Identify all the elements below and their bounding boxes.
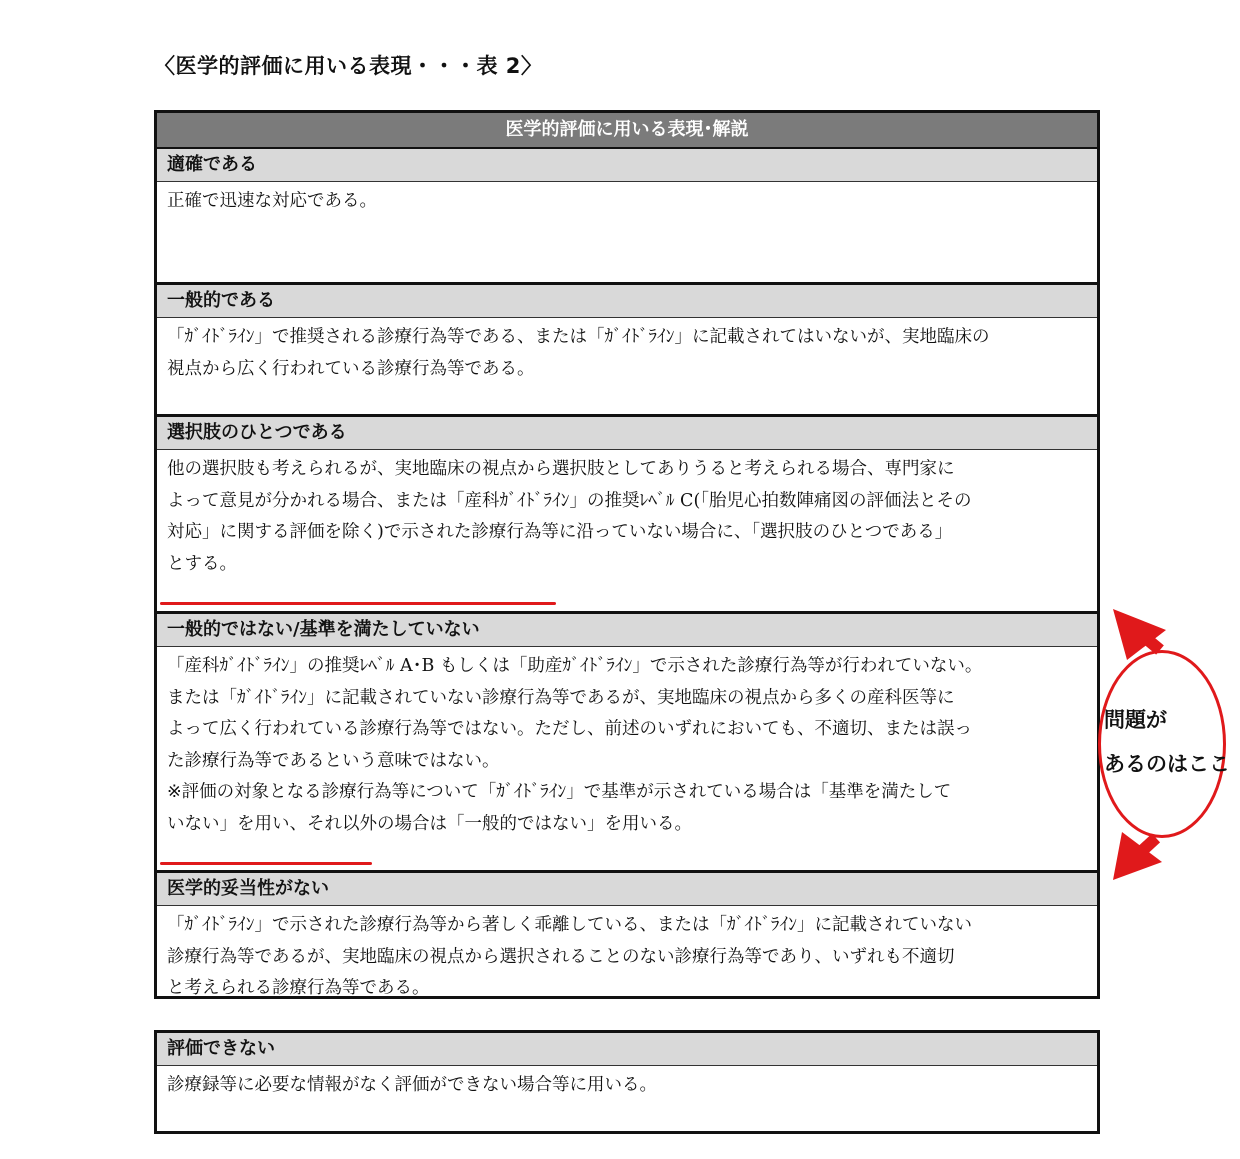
- term-description: 「ｶﾞｲﾄﾞﾗｲﾝ」で示された診療行為等から著しく乖離している、または「ｶﾞｲﾄﾞﾗｲﾝ」に記載されていない 診療行為等であるが、実地臨床の視点から選択されることのない診療行為等であり、いずれも不適切 と考えられる診療行為等である。: [167, 915, 972, 998]
- annotation-text-line-2: あるのはここ: [1104, 752, 1230, 776]
- term-label: 評価できない: [157, 1033, 1097, 1066]
- term-label: 医学的妥当性がない: [157, 873, 1097, 906]
- term-label: 適確である: [157, 149, 1097, 182]
- term-description: 他の選択肢も考えられるが、実地臨床の視点から選択肢としてありうると考えられる場合、専門家に よって意見が分かれる場合、または「産科ｶﾞｲﾄﾞﾗｲﾝ」の推奨ﾚﾍﾞﾙ C(「胎児心拍数陣痛図の評価法とその 対応」に関する評価を除く)で示された診療行為等に沿っていない場合に、「選択肢のひとつである」 とする。: [167, 459, 972, 574]
- term-label: 一般的である: [157, 285, 1097, 318]
- term-description: 「産科ｶﾞｲﾄﾞﾗｲﾝ」の推奨ﾚﾍﾞﾙ A･B もしくは「助産ｶﾞｲﾄﾞﾗｲﾝ」で示された診療行為等が行われていない。 または「ｶﾞｲﾄﾞﾗｲﾝ」に記載されていない診療行為等であるが、実地臨床の視点から多くの産科医等に よって広く行われている診療行為等ではない。ただし、前述のいずれにおいても、不適切、または誤っ た診療行為等であるという意味ではない。 ※評価の対象となる診療行為等について「ｶﾞｲﾄﾞﾗｲﾝ」で基準が示されている場合は「基準を満たして いない」を用い、それ以外の場合は「一般的ではない」を用いる。: [167, 656, 983, 834]
- term-label: 一般的ではない/基準を満たしていない: [157, 614, 1097, 647]
- term-description: 診療録等に必要な情報がなく評価ができない場合等に用いる。: [167, 1075, 657, 1095]
- term-description: 正確で迅速な対応である。: [167, 191, 377, 211]
- page-title: 〈医学的評価に用いる表現・・・表 2〉: [154, 54, 543, 78]
- annotation-text-line-1: 問題が: [1104, 708, 1167, 732]
- term-description: 「ｶﾞｲﾄﾞﾗｲﾝ」で推奨される診療行為等である、または「ｶﾞｲﾄﾞﾗｲﾝ」に記載されてはいないが、実地臨床の 視点から広く行われている診療行為等である。: [167, 327, 990, 379]
- arrow-up-head-icon: [1113, 609, 1166, 660]
- table-header: 医学的評価に用いる表現･解説: [157, 113, 1097, 149]
- term-label: 選択肢のひとつである: [157, 417, 1097, 450]
